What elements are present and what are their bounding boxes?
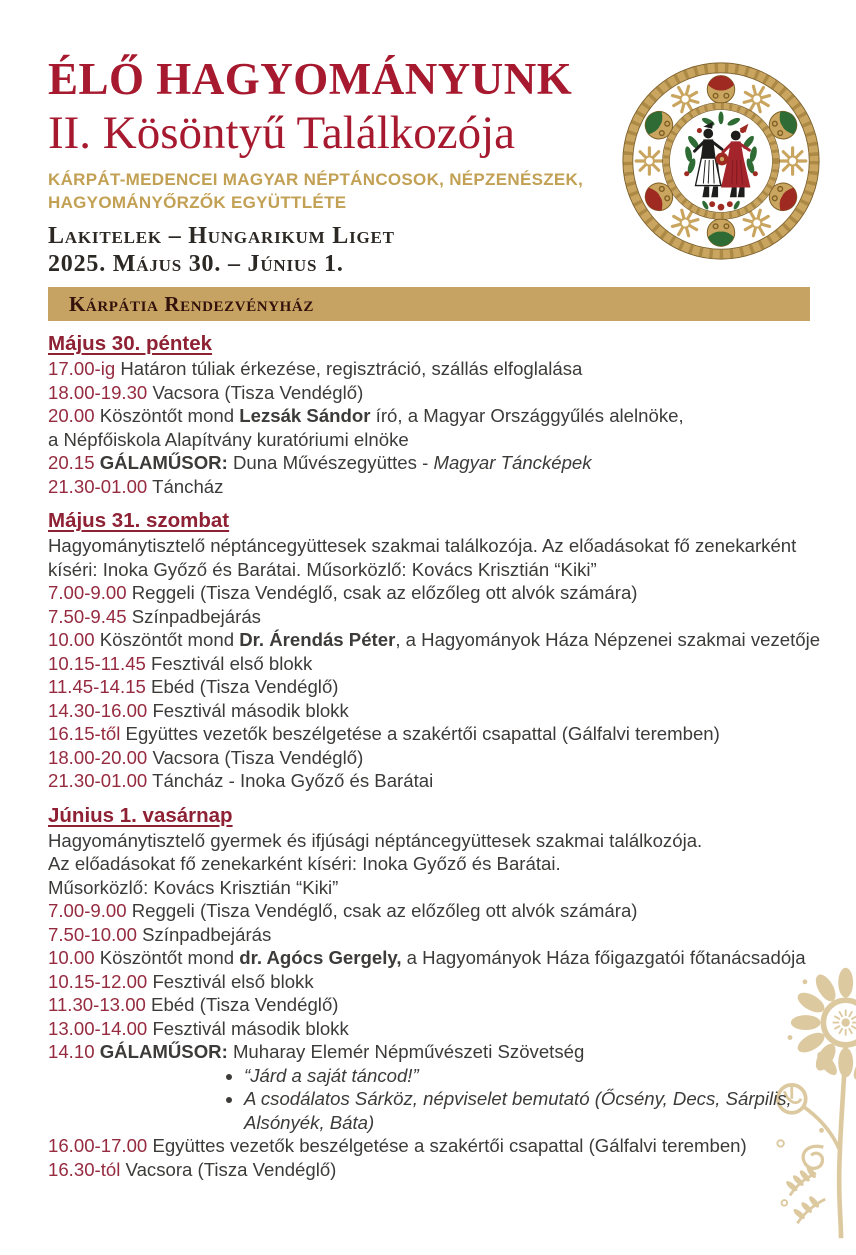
text-run: A csodálatos Sárköz, népviselet bemutató (Őcsény, Decs, Sárpilis, (244, 1088, 792, 1110)
time-label: 7.00-9.00 (48, 900, 127, 922)
time-label: 16.00-17.00 (48, 1135, 148, 1157)
schedule-item (48, 605, 846, 629)
text-run: Fesztivál második blokk (152, 699, 349, 721)
event-dates: 2025. Május 30. – Június 1. (48, 251, 344, 278)
day-heading: Május 30. péntek (48, 332, 213, 356)
time-label: 10.15-11.45 (48, 652, 146, 674)
time-label: 7.00-9.00 (48, 582, 127, 604)
schedule-item (48, 722, 846, 746)
venue-banner (48, 287, 810, 321)
time-label: 7.50-9.45 (48, 605, 127, 627)
text-run: Fesztivál első blokk (151, 652, 313, 674)
schedule-item (48, 746, 846, 770)
section-intro-line: kíséri: Inoka Győző és Barátai. Műsorközlő: Kovács Krisztián “Kiki” (48, 558, 597, 580)
time-label: 7.50-10.00 (48, 923, 137, 945)
text-run: Együttes vezetők beszélgetése a szakértői csapattal (Gálfalvi teremben) (125, 723, 720, 745)
text-run: Duna Művészegyüttes - (227, 452, 434, 474)
page-title-line2: II. Kösöntyű Találkozója (48, 106, 516, 159)
text-run: Dr. Árendás Péter (239, 629, 396, 651)
text-run: GÁLAMŰSOR: (99, 452, 228, 474)
subtitle-line2: HAGYOMÁNYŐRZŐK EGYÜTTLÉTE (48, 193, 347, 213)
schedule-item (48, 970, 846, 994)
schedule-item (48, 1158, 846, 1182)
schedule-item (48, 769, 846, 793)
text-run: Színpadbejárás (142, 923, 272, 945)
text-run: Színpadbejárás (131, 605, 261, 627)
text-run: a Hagyományok Háza főigazgatói főtanácsadója (401, 947, 806, 969)
text-run: a Népfőiskola Alapítvány kuratóriumi elnöke (48, 428, 409, 450)
text-run: Köszöntőt mond (99, 405, 240, 427)
day-heading: Június 1. vasárnap (48, 803, 233, 827)
text-run: Köszöntőt mond (99, 629, 240, 651)
gala-bullet-list (226, 1064, 846, 1135)
schedule-item (48, 1040, 846, 1064)
subtitle (48, 168, 846, 214)
schedule-item (48, 404, 846, 451)
text-run: “Járd a saját táncod!” (244, 1064, 419, 1086)
schedule-item (48, 475, 846, 499)
bullet-item (244, 1087, 846, 1134)
day-heading: Május 31. szombat (48, 509, 230, 533)
time-label: 14.10 (48, 1041, 95, 1063)
text-run: Vacsora (Tisza Vendéglő) (125, 1158, 337, 1180)
text-run: Fesztivál második blokk (152, 1017, 349, 1039)
subtitle-line1: KÁRPÁT-MEDENCEI MAGYAR NÉPTÁNCOSOK, NÉPZENÉSZEK, (48, 170, 584, 190)
text-run: , a Hagyományok Háza Népzenei szakmai vezetője (395, 629, 821, 651)
section-intro-line: Az előadásokat fő zenekarként kíséri: Inoka Győző és Barátai. (48, 853, 561, 875)
schedule-item (48, 993, 846, 1017)
text-run: Ebéd (Tisza Vendéglő) (151, 994, 339, 1016)
text-run: Együttes vezetők beszélgetése a szakértői csapattal (Gálfalvi teremben) (152, 1135, 747, 1157)
schedule-item (48, 1134, 846, 1158)
text-run: Táncház - Inoka Győző és Barátai (152, 770, 434, 792)
schedule-item (48, 628, 846, 652)
time-label: 10.15-12.00 (48, 970, 148, 992)
page-title-line1: ÉLŐ HAGYOMÁNYUNK (48, 54, 573, 104)
time-label: 16.30-tól (48, 1158, 121, 1180)
text-run: Köszöntőt mond (99, 947, 240, 969)
text-run: Muharay Elemér Népművészeti Szövetség (227, 1041, 585, 1063)
schedule-item (48, 699, 846, 723)
text-run: Fesztivál első blokk (152, 970, 314, 992)
time-label: 18.00-20.00 (48, 746, 148, 768)
text-run: Ebéd (Tisza Vendéglő) (151, 676, 339, 698)
text-run: Vacsora (Tisza Vendéglő) (152, 381, 364, 403)
time-label: 17.00-ig (48, 358, 116, 380)
time-label: 14.30-16.00 (48, 699, 148, 721)
schedule-item (48, 357, 846, 381)
time-label: 11.30-13.00 (48, 994, 146, 1016)
text-run: Határon túliak érkezése, regisztráció, szállás elfoglalása (120, 358, 583, 380)
text-run: Vacsora (Tisza Vendéglő) (152, 746, 364, 768)
time-label: 20.00 (48, 405, 95, 427)
time-label: 16.15-től (48, 723, 121, 745)
schedule-item (48, 1017, 846, 1041)
text-run: Alsónyék, Báta) (244, 1111, 375, 1133)
event-location: Lakitelek – Hungarikum Liget (48, 223, 395, 250)
section-intro-line: Hagyománytisztelő néptáncegyüttesek szakmai találkozója. Az előadásokat fő zenekarként (48, 535, 797, 557)
schedule (48, 332, 846, 1181)
time-label: 11.45-14.15 (48, 676, 146, 698)
time-label: 20.15 (48, 452, 95, 474)
schedule-item (48, 451, 846, 475)
time-label: 18.00-19.30 (48, 381, 148, 403)
bullet-item (244, 1064, 846, 1088)
section-intro-line: Műsorközlő: Kovács Krisztián “Kiki” (48, 876, 339, 898)
schedule-item (48, 652, 846, 676)
schedule-item (48, 581, 846, 605)
section-intro-line: Hagyománytisztelő gyermek és ifjúsági néptáncegyüttesek szakmai találkozója. (48, 829, 703, 851)
text-run: GÁLAMŰSOR: (99, 1041, 228, 1063)
text-run: dr. Agócs Gergely, (239, 947, 402, 969)
time-label: 10.00 (48, 947, 95, 969)
schedule-item (48, 675, 846, 699)
schedule-item (48, 899, 846, 923)
text-run: író, a Magyar Országgyűlés alelnöke, (370, 405, 684, 427)
schedule-item (48, 946, 846, 970)
venue-banner-label: Kárpátia Rendezvényház (69, 291, 314, 316)
time-label: 13.00-14.00 (48, 1017, 148, 1039)
text-run: Lezsák Sándor (239, 405, 371, 427)
schedule-item (48, 381, 846, 405)
schedule-item (48, 923, 846, 947)
text-run: Reggeli (Tisza Vendéglő, csak az előzőleg ott alvók számára) (131, 900, 638, 922)
time-label: 21.30-01.00 (48, 475, 148, 497)
text-run: Magyar Táncképek (433, 452, 592, 474)
text-run: Reggeli (Tisza Vendéglő, csak az előzőleg ott alvók számára) (131, 582, 638, 604)
time-label: 21.30-01.00 (48, 770, 148, 792)
time-label: 10.00 (48, 629, 95, 651)
text-run: Táncház (152, 475, 224, 497)
